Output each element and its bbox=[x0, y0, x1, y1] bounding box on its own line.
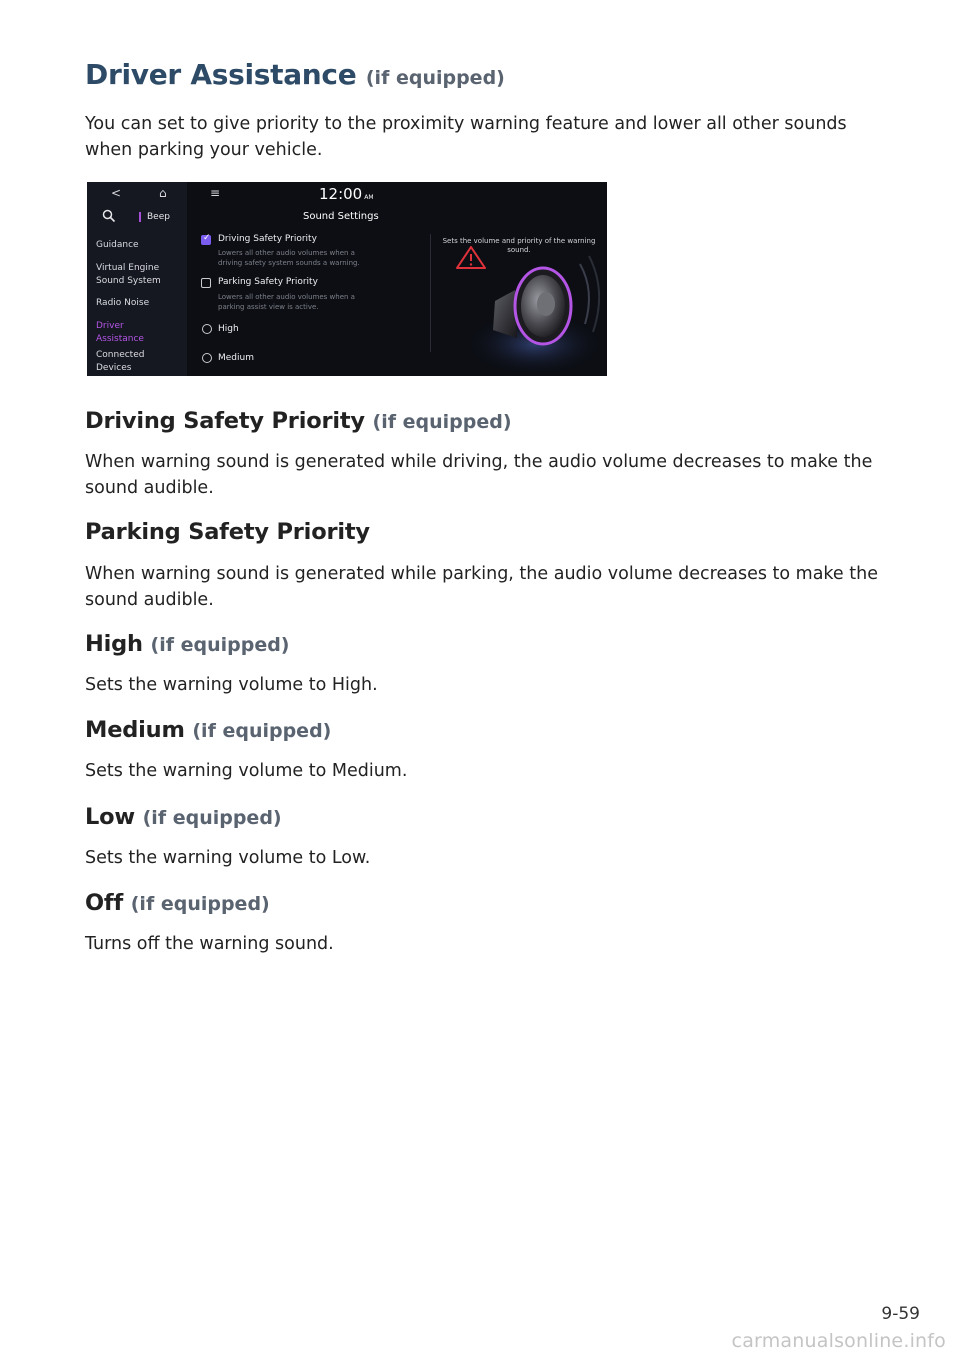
clock-ampm: AM bbox=[364, 194, 374, 201]
warning-icon bbox=[457, 247, 485, 268]
info-text: Sets the volume and priority of the warning sound. bbox=[442, 237, 596, 254]
sidebar-item-connected-devices[interactable]: Connected Devices bbox=[96, 350, 145, 373]
watermark: carmanualsonline.info bbox=[731, 1330, 946, 1352]
medium-radio[interactable] bbox=[202, 353, 212, 363]
high-label[interactable]: High bbox=[218, 324, 239, 334]
speaker-icon bbox=[493, 290, 517, 338]
section-tag: (if equipped) bbox=[130, 893, 270, 915]
section-title: High bbox=[85, 631, 143, 657]
sidebar-item-virtual-engine-sound[interactable]: Virtual Engine Sound System bbox=[96, 263, 161, 286]
back-icon[interactable]: < bbox=[111, 186, 122, 200]
section-low-title bbox=[85, 804, 282, 830]
section-low-body: Sets the warning volume to Low. bbox=[85, 848, 371, 868]
section-high-body: Sets the warning volume to High. bbox=[85, 675, 378, 695]
driving-safety-priority-desc: Lowers all other audio volumes when a driving safety system sounds a warning. bbox=[218, 249, 360, 267]
intro-paragraph: You can set to give priority to the proximity warning feature and lower all other sounds when parking your vehicle. bbox=[85, 114, 847, 160]
home-icon[interactable]: ⌂ bbox=[159, 186, 167, 200]
clock-time: 12:00 bbox=[319, 185, 363, 203]
menu-icon[interactable]: ≡ bbox=[210, 186, 221, 200]
sidebar-item-driver-assistance[interactable]: Driver Assistance bbox=[96, 321, 144, 344]
speaker-illustration bbox=[455, 246, 600, 371]
section-title: Low bbox=[85, 804, 135, 830]
panel-divider bbox=[430, 234, 431, 352]
section-title: Medium bbox=[85, 717, 185, 743]
clock bbox=[319, 185, 374, 203]
driving-safety-priority-label[interactable]: Driving Safety Priority bbox=[218, 234, 317, 244]
section-medium-body: Sets the warning volume to Medium. bbox=[85, 761, 408, 781]
section-parking-safety-title bbox=[85, 519, 370, 545]
parking-safety-priority-label[interactable]: Parking Safety Priority bbox=[218, 277, 318, 287]
section-tag: (if equipped) bbox=[150, 634, 290, 656]
parking-safety-priority-checkbox[interactable] bbox=[201, 278, 211, 288]
high-radio[interactable] bbox=[202, 324, 212, 334]
page-number: 9-59 bbox=[881, 1304, 920, 1324]
sidebar-item-guidance[interactable]: Guidance bbox=[96, 240, 139, 250]
page-title-text: Driver Assistance bbox=[85, 58, 357, 91]
search-icon[interactable] bbox=[102, 209, 116, 223]
page-title-tag: (if equipped) bbox=[365, 67, 505, 89]
sidebar-item-radio-noise[interactable]: Radio Noise bbox=[96, 298, 150, 308]
section-medium-title bbox=[85, 717, 331, 743]
section-driving-safety-body: When warning sound is generated while driving, the audio volume decreases to make the sound audible. bbox=[85, 452, 873, 498]
sound-settings-title: Sound Settings bbox=[303, 211, 379, 222]
parking-safety-priority-desc: Lowers all other audio volumes when a parking assist view is active. bbox=[218, 293, 355, 311]
section-title: Off bbox=[85, 890, 124, 916]
section-off-body: Turns off the warning sound. bbox=[85, 934, 334, 954]
beep-indicator bbox=[139, 212, 141, 222]
page-title bbox=[85, 58, 505, 91]
section-title: Parking Safety Priority bbox=[85, 519, 370, 545]
section-driving-safety-title bbox=[85, 408, 512, 434]
driving-safety-priority-checkbox[interactable] bbox=[201, 235, 211, 245]
section-tag: (if equipped) bbox=[142, 807, 282, 829]
section-parking-safety-body: When warning sound is generated while parking, the audio volume decreases to make the sound audible. bbox=[85, 564, 878, 610]
beep-label[interactable]: Beep bbox=[147, 212, 170, 222]
section-off-title bbox=[85, 890, 270, 916]
section-tag: (if equipped) bbox=[372, 411, 512, 433]
section-tag: (if equipped) bbox=[192, 720, 332, 742]
section-title: Driving Safety Priority bbox=[85, 408, 365, 434]
medium-label[interactable]: Medium bbox=[218, 353, 254, 363]
section-high-title bbox=[85, 631, 290, 657]
infotainment-screenshot bbox=[87, 182, 607, 376]
